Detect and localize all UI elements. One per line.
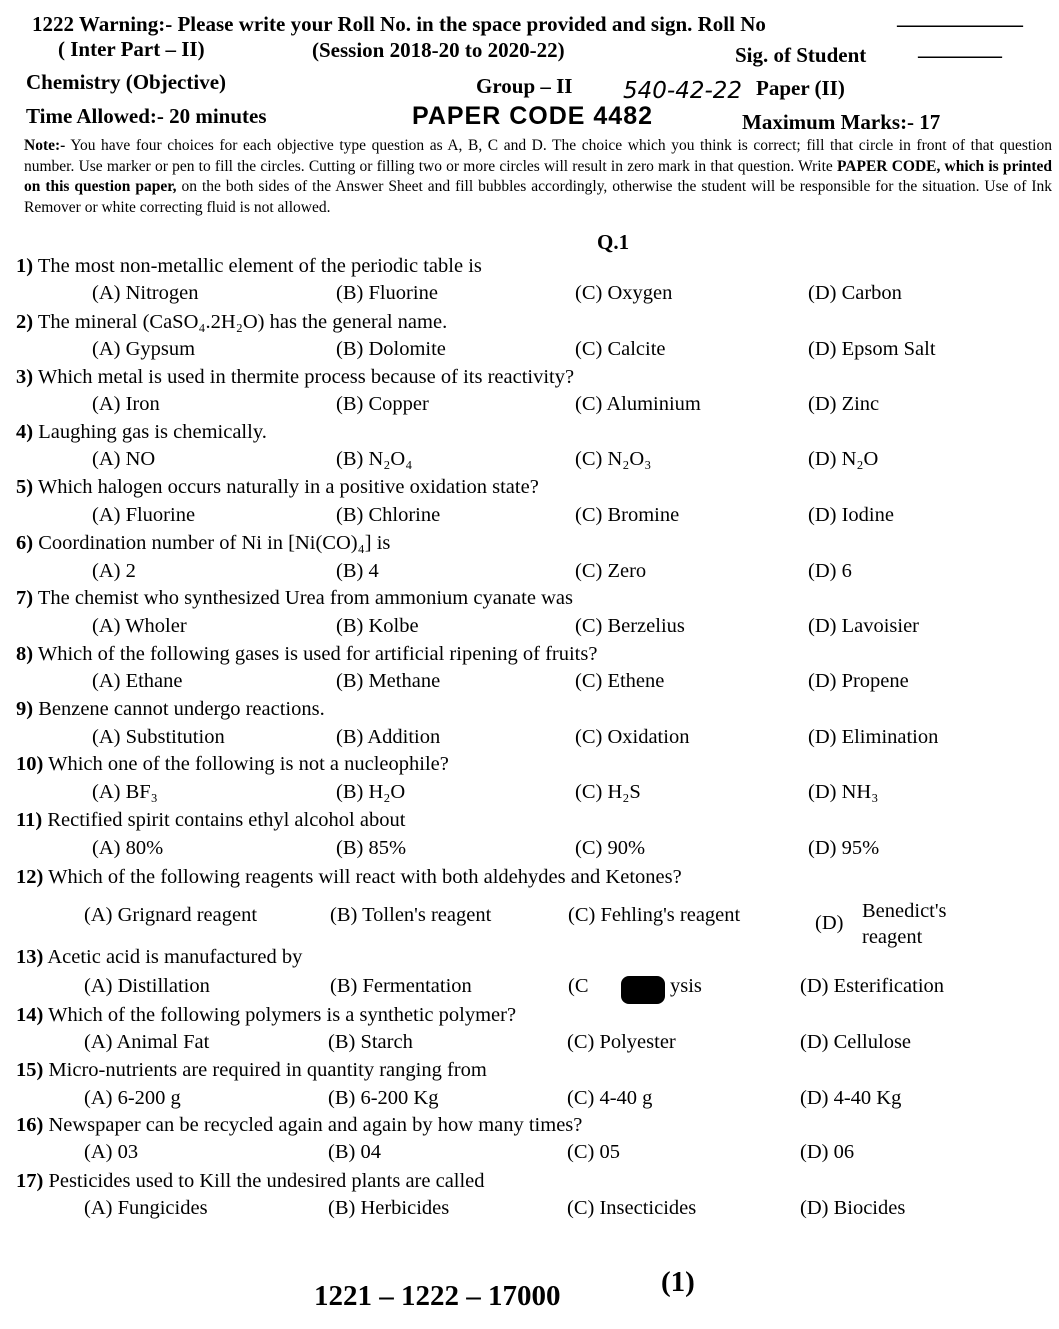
question-text: Rectified spirit contains ethyl alcohol about — [47, 809, 406, 831]
question-15-option-2: (B) 6-200 Kg — [328, 1087, 439, 1109]
handwritten-note: 540-42-22 — [623, 78, 743, 104]
question-11-option-4: (D) 95% — [808, 837, 880, 859]
question-1-option-4: (D) Carbon — [808, 282, 902, 304]
question-15-option-4: (D) 4-40 Kg — [800, 1087, 902, 1109]
question-2-option-2: (B) Dolomite — [336, 338, 446, 360]
question-14-option-1: (A) Animal Fat — [84, 1031, 210, 1053]
question-13-option-5: (D) Esterification — [800, 975, 945, 997]
question-15 — [16, 1059, 487, 1082]
question-10-option-4: (D) NH₃ — [808, 781, 879, 803]
question-16-option-4: (D) 06 — [800, 1141, 855, 1163]
question-17-option-3: (C) Insecticides — [567, 1197, 697, 1219]
question-number: 15) — [16, 1059, 44, 1081]
question-7 — [16, 587, 573, 610]
question-9-option-1: (A) Substitution — [92, 726, 225, 748]
page-number: (1) — [661, 1266, 695, 1298]
instructions-note — [24, 136, 1052, 218]
question-3-option-2: (B) Copper — [336, 393, 429, 415]
question-2 — [16, 311, 447, 334]
question-8 — [16, 643, 597, 666]
question-8-option-2: (B) Methane — [336, 670, 441, 692]
note-text-start: You have four choices for each objective type question as A, B, C and D. The choice which you think is correct; fill that circle in front of that question number. Use marker or pen to fill the circles. Cutting or filling two or more circles will result in zero mark in that question. Write — [24, 137, 1052, 175]
question-text: Which one of the following is not a nucleophile? — [48, 753, 449, 775]
roll-number-blank: —————— — [897, 12, 1023, 36]
question-number: 6) — [16, 532, 34, 554]
question-8-option-4: (D) Propene — [808, 670, 909, 692]
maximum-marks: Maximum Marks:- 17 — [742, 110, 941, 134]
question-13-option-4: ysis — [670, 975, 702, 997]
question-12 — [16, 866, 682, 889]
question-13-option-1: (A) Distillation — [84, 975, 210, 997]
question-9-option-2: (B) Addition — [336, 726, 441, 748]
question-number: 3) — [16, 366, 34, 388]
question-text: Micro-nutrients are required in quantity ranging from — [48, 1059, 487, 1081]
question-17-option-1: (A) Fungicides — [84, 1197, 208, 1219]
question-10 — [16, 753, 449, 776]
question-4-option-4: (D) N₂O — [808, 448, 879, 470]
question-text: Coordination number of Ni in [Ni(CO)₄] is — [38, 532, 391, 554]
question-4 — [16, 421, 267, 444]
question-14 — [16, 1004, 516, 1027]
subject-label: Chemistry (Objective) — [26, 70, 227, 94]
question-number: 7) — [16, 587, 34, 609]
redaction-mark — [621, 976, 665, 1004]
question-7-option-1: (A) Wholer — [92, 615, 187, 637]
question-10-option-1: (A) BF₃ — [92, 781, 158, 803]
question-text: Which metal is used in thermite process because of its reactivity? — [37, 366, 575, 388]
question-13 — [16, 946, 302, 969]
question-number: 5) — [16, 476, 34, 498]
question-9-option-4: (D) Elimination — [808, 726, 939, 748]
question-text: Acetic acid is manufactured by — [47, 946, 303, 968]
question-1-option-1: (A) Nitrogen — [92, 282, 199, 304]
question-17-option-4: (D) Biocides — [800, 1197, 906, 1219]
question-13-option-3: (C — [568, 975, 589, 997]
question-12-option-5: Benedict's — [862, 900, 947, 922]
note-paper-code-instruction: PAPER CODE, which is printed on this question paper, — [24, 157, 1052, 196]
question-number: 13) — [16, 946, 44, 968]
question-text: Which of the following gases is used for artificial ripening of fruits? — [37, 643, 598, 665]
question-number: 2) — [16, 311, 34, 333]
question-12-option-2: (B) Tollen's reagent — [330, 904, 492, 926]
question-text: Which halogen occurs naturally in a positive oxidation state? — [37, 476, 539, 498]
part-label: ( Inter Part – II) — [58, 37, 205, 61]
question-10-option-2: (B) H₂O — [336, 781, 406, 803]
question-14-option-3: (C) Polyester — [567, 1031, 676, 1053]
question-16-option-1: (A) 03 — [84, 1141, 139, 1163]
question-5-option-3: (C) Bromine — [575, 504, 680, 526]
question-7-option-2: (B) Kolbe — [336, 615, 419, 637]
question-number: 11) — [16, 809, 43, 831]
session-label: (Session 2018-20 to 2020-22) — [312, 38, 565, 62]
question-17 — [16, 1170, 485, 1193]
question-8-option-1: (A) Ethane — [92, 670, 183, 692]
question-11 — [16, 809, 405, 832]
time-allowed: Time Allowed:- 20 minutes — [26, 104, 267, 128]
question-number: 12) — [16, 866, 44, 888]
question-8-option-3: (C) Ethene — [575, 670, 665, 692]
group-label: Group – II — [476, 74, 573, 98]
question-6-option-2: (B) 4 — [336, 560, 379, 582]
question-4-option-3: (C) N₂O₃ — [575, 448, 652, 470]
question-5-option-1: (A) Fluorine — [92, 504, 196, 526]
section-label: Q.1 — [597, 230, 630, 254]
note-text-end: on the both sides of the Answer Sheet and fill bubbles accordingly, otherwise the student will be responsible for the situation. Use of Ink Remover or white correcting fluid is not allowed. — [24, 178, 1052, 216]
question-3-option-1: (A) Iron — [92, 393, 160, 415]
question-text: The most non-metallic element of the periodic table is — [37, 255, 482, 277]
question-5-option-4: (D) Iodine — [808, 504, 894, 526]
question-9 — [16, 698, 325, 721]
question-12-option-3: (C) Fehling's reagent — [568, 904, 741, 926]
question-12-option-1: (A) Grignard reagent — [84, 904, 258, 926]
question-text: Pesticides used to Kill the undesired plants are called — [48, 1170, 485, 1192]
question-12-option-4: (D) — [815, 912, 844, 934]
question-7-option-4: (D) Lavoisier — [808, 615, 919, 637]
question-number: 14) — [16, 1004, 44, 1026]
signature-blank: ———— — [918, 43, 1002, 67]
paper-label: Paper (II) — [756, 76, 845, 100]
question-6-option-1: (A) 2 — [92, 560, 136, 582]
question-text: The mineral (CaSO₄.2H₂O) has the general name. — [37, 311, 448, 333]
question-17-option-2: (B) Herbicides — [328, 1197, 450, 1219]
question-11-option-1: (A) 80% — [92, 837, 164, 859]
question-number: 17) — [16, 1170, 44, 1192]
question-13-option-2: (B) Fermentation — [330, 975, 472, 997]
question-7-option-3: (C) Berzelius — [575, 615, 685, 637]
question-14-option-2: (B) Starch — [328, 1031, 413, 1053]
question-3 — [16, 366, 574, 389]
question-number: 9) — [16, 698, 34, 720]
note-label: Note:- — [24, 137, 66, 154]
question-2-option-1: (A) Gypsum — [92, 338, 196, 360]
footer-codes: 1221 – 1222 – 17000 — [314, 1280, 561, 1312]
question-6-option-3: (C) Zero — [575, 560, 647, 582]
question-12-option-6: reagent — [862, 926, 923, 948]
question-9-option-3: (C) Oxidation — [575, 726, 690, 748]
question-10-option-3: (C) H₂S — [575, 781, 641, 803]
question-1-option-2: (B) Fluorine — [336, 282, 438, 304]
question-text: Which of the following reagents will react with both aldehydes and Ketones? — [48, 866, 682, 888]
question-16-option-3: (C) 05 — [567, 1141, 620, 1163]
question-number: 1) — [16, 255, 34, 277]
question-number: 16) — [16, 1114, 44, 1136]
question-6 — [16, 532, 390, 555]
question-2-option-4: (D) Epsom Salt — [808, 338, 936, 360]
question-1 — [16, 255, 482, 278]
question-6-option-4: (D) 6 — [808, 560, 852, 582]
question-11-option-2: (B) 85% — [336, 837, 407, 859]
question-16-option-2: (B) 04 — [328, 1141, 381, 1163]
question-3-option-4: (D) Zinc — [808, 393, 880, 415]
question-14-option-4: (D) Cellulose — [800, 1031, 912, 1053]
question-text: Newspaper can be recycled again and again by how many times? — [48, 1114, 583, 1136]
header-warning: 1222 Warning:- Please write your Roll No. in the space provided and sign. Roll No — [32, 12, 766, 36]
question-16 — [16, 1114, 582, 1137]
question-15-option-3: (C) 4-40 g — [567, 1087, 653, 1109]
question-number: 4) — [16, 421, 34, 443]
question-15-option-1: (A) 6-200 g — [84, 1087, 181, 1109]
question-4-option-2: (B) N₂O₄ — [336, 448, 413, 470]
question-1-option-3: (C) Oxygen — [575, 282, 673, 304]
question-11-option-3: (C) 90% — [575, 837, 646, 859]
question-4-option-1: (A) NO — [92, 448, 156, 470]
question-text: The chemist who synthesized Urea from ammonium cyanate was — [37, 587, 573, 609]
question-text: Which of the following polymers is a synthetic polymer? — [48, 1004, 517, 1026]
question-5-option-2: (B) Chlorine — [336, 504, 441, 526]
paper-code: PAPER CODE 4482 — [412, 102, 654, 130]
question-5 — [16, 476, 539, 499]
question-2-option-3: (C) Calcite — [575, 338, 666, 360]
question-number: 8) — [16, 643, 34, 665]
question-text: Laughing gas is chemically. — [38, 421, 267, 443]
student-signature-label: Sig. of Student — [735, 43, 867, 67]
question-number: 10) — [16, 753, 44, 775]
question-3-option-3: (C) Aluminium — [575, 393, 701, 415]
question-text: Benzene cannot undergo reactions. — [38, 698, 325, 720]
